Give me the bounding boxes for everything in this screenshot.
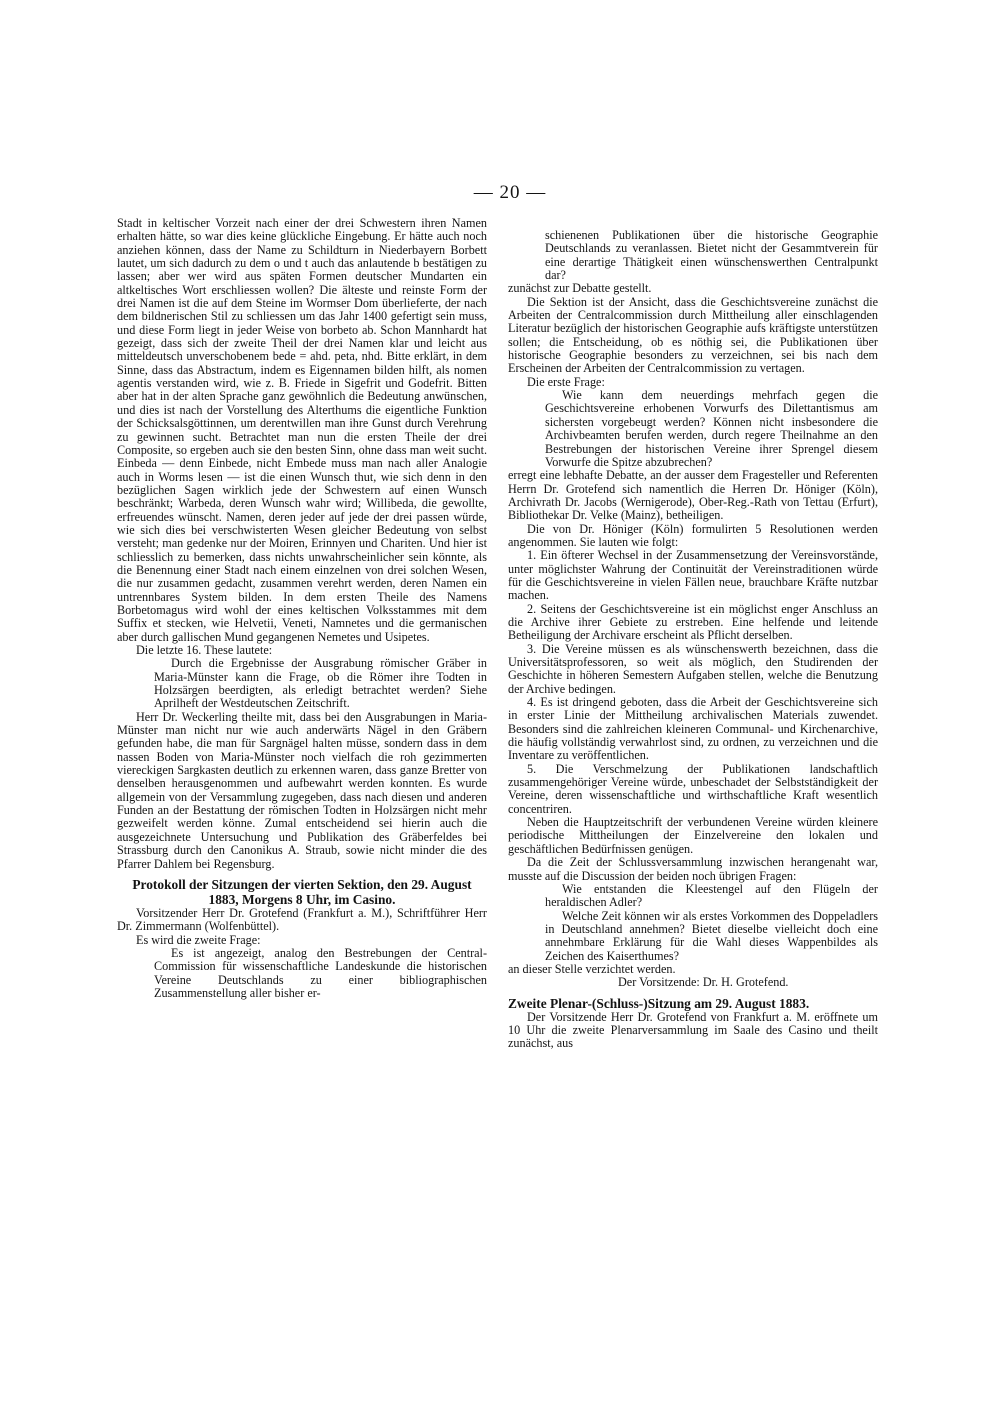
body-paragraph: Die letzte 16. These lautete: <box>136 643 273 657</box>
question-quote: Wie kann dem neuerdings mehrfach gegen die Geschichtsvereine erhobenen Vorwurfs des Dilettantismus am sichersten vorgebeugt werden? Können nicht insbesondere die Archivbeamten berufen werden, durch regere Theilnahme an den Bestrebungen der historischen Vereine ihrer Sprengel diesem Vorwurfe die Spitze abzubrechen? <box>545 388 878 469</box>
signature-line: Der Vorsitzende: Dr. H. Grotefend. <box>618 975 789 990</box>
resolution-item: 1. Ein öfterer Wechsel in der Zusammensetzung der Vereinsvorstände, unter möglichster Wahrung der Continuität der Vereinstraditionen würde für die Geschichtsvereine in vielen Fällen neue, brauchbare Kräfte nutzbar machen. <box>508 548 878 603</box>
body-paragraph: Stadt in keltischer Vorzeit nach einer der drei Schwestern ihren Namen erhalten hätte, so war dies keine glückliche Eingebung. Er hätte auch noch anziehen können, dass der Name zu Schildturn in Niederbayern Borbett lautet, um sich dadurch zu dem o und t auch das anlautende b bestätigen zu lassen; aber wer wird aus späten Formen deutscher Mundarten ein altkeltisches Wort erschliessen wollen? Die älteste und reinste Form der drei Namen ist die auf dem Steine im Wormser Dom überlieferte, der nach dem bildnerischen Stil zu schliessen um das Jahr 1400 gefertigt sein muss, und diese Form liegt in jeder Weise von borbeto ab. Schon Mannhardt hat gezeigt, dass sich der zweite Theil der drei Namen klar und leicht aus mitteldeutsch unverschobenem bede = ahd. peta, nhd. Bitte erklärt, in dem Sinne, dass das Abstractum, indem es Eigennamen bilden hilft, als nomen agentis verstanden wird, wie z. B. Friede in Sigefrit und Godefrit. Bitten aber hat in der alten Sprache ganz gewöhnlich die Bedeutung anwünschen, und dies ist nach der Vorstellung des Alterthums die eigentliche Funktion der Schicksalsgöttinnen, um derentwillen man ihre Gunst durch Verehrung zu gewinnen sucht. Betrachtet man nun die ersten Theile der drei Composite, so ergeben auch sie den besten Sinn, ohne dass man weit sucht. Einbeda — denn Einbede, nicht Embede muss man nach aller Analogie auch in Worms lesen — ist die einen Wunsch thut, wie sich denn in den bezüglichen Sagen wirklich jede der Schwestern auf einen Wunsch beschränkt; Warbeda, deren Wunsch wahr wird; Willibeda, die gewollte, erfreuendes wünscht. Namen, deren jeder auf jede der drei passen würde, wie sich dies bei verschwisterten Wesen gleicher Bedeutung von selbst versteht; man gedenke nur der Moiren, Erinnyen und Chariten. Und hier ist schliesslich zu bemerken, dass nichts unwahrscheinlicher sein könnte, als die Benennung einer Stadt nach einem einzelnen von drei solchen Wesen, die nur zusammen gedacht, zusammen verehrt werden, deren Namen ein untrennbares System bilden. In dem ersten Theile des Namens Borbetomagus wird wohl der eines keltischen Volksstammes mit dem Suffix et stecken, wie Helvetii, Veneti, Namnetes und die germanischen aber durch gallischen Mund gegangenen Nemetes und Usipetes. <box>117 216 487 644</box>
question-quote: Wie entstanden die Kleestengel auf den Flügeln der heraldischen Adler? <box>545 881 878 910</box>
body-paragraph: Neben die Hauptzeitschrift der verbundenen Vereine würden kleinere periodische Mittheilungen der Einzelvereine den lokalen und geschäftlichen Bedürfnissen genügen. <box>508 815 878 856</box>
left-column <box>117 217 487 1000</box>
body-paragraph: an dieser Stelle verzichtet werden. <box>508 961 676 976</box>
body-paragraph: Die Sektion ist der Ansicht, dass die Geschichtsvereine zunächst die Arbeiten der Centralcommission durch Mittheilung aller einschlagenden Literatur bezüglich der historischen Geographie aufs kräftigste unterstützen sollen; die Entscheidung, ob es nöthig sei, die Publikationen über historische Geographie besonders zu verzeichnen, sei bis nach dem Erscheinen der Arbeiten der Centralcommission zu vertagen. <box>508 294 878 376</box>
body-paragraph: Die erste Frage: <box>527 374 605 389</box>
question-quote-continued: schienenen Publikationen über die historische Geographie Deutschlands zu veranlassen. Bietet nicht der Gesammtverein für eine derartige Thätigkeit einen wünschenswerthen Centralpunkt dar? <box>545 228 878 283</box>
resolution-item: 3. Die Vereine müssen es als wünschenswerth bezeichnen, dass die Universitätsprofessoren, so weit als möglich, den Studirenden der Geschichte in höheren Semestern Aufgaben stellen, welche die Benutzung der Archive bedingen. <box>508 641 878 696</box>
body-paragraph: Herr Dr. Weckerling theilte mit, dass bei den Ausgrabungen in Maria-Münster man nicht nur wie auch anderwärts Nägel in den Gräbern gefunden habe, die man für Sargnägel halten müsse, sondern dass in dem nassen Boden von Maria-Münster noch vielfach die roh gezimmerten viereckigen Sargkasten deutlich zu erkennen waren, dass ganze Bretter von denselben herausgenommen und aufbewahrt werden konnten. Es wurde allgemein von der Versammlung zugegeben, dass nach diesen und anderen Funden an der Bestattung der römischen Todten in Holzsärgen nicht mehr gezweifelt werden könne. Zumal entscheidend sei hierin auch die ausgezeichnete Untersuchung und Publikation des Gräberfeldes bei Strassburg durch den Canonikus A. Straub, sowie nicht minder die des Pfarrer Dahlem bei Regensburg. <box>117 709 487 871</box>
body-paragraph: Es wird die zweite Frage: <box>136 932 261 947</box>
section-heading: Protokoll der Sitzungen der vierten Sektion, den 29. August 1883, Morgens 8 Uhr, im Casino. <box>132 876 472 907</box>
resolution-item: 2. Seitens der Geschichtsvereine ist ein möglichst enger Anschluss an die Archive ihrer Gebiete zu erstreben. Eine helfende und leitende Betheiligung der Archivare erscheint als Pflicht derselben. <box>508 601 878 643</box>
thesis-quote: Durch die Ergebnisse der Ausgrabung römischer Gräber in Maria-Münster kann die Frage, ob die Römer ihre Todten in Holzsärgen beerdigten, als erledigt betrachtet werden? Siehe Aprilheft der Westdeutschen Zeitschrift. <box>154 656 487 711</box>
section-heading: Zweite Plenar-(Schluss-)Sitzung am 29. August 1883. <box>508 995 810 1011</box>
question-quote: Welche Zeit können wir als erstes Vorkommen des Doppeladlers in Deutschland annehmen? Bietet dieselbe vielleicht doch eine annehmbare Erklärung für die Wahl dieses Wappenbildes als Zeichen des Kaiserthumes? <box>545 908 878 963</box>
page-number: — 20 — <box>473 182 547 203</box>
body-paragraph: Die von Dr. Höniger (Köln) formulirten 5 Resolutionen werden angenommen. Sie lauten wie folgt: <box>508 521 878 549</box>
body-paragraph: Der Vorsitzende Herr Dr. Grotefend von Frankfurt a. M. eröffnete um 10 Uhr die zweite Plenarversammlung im Saale des Casino und theilt zunächst, aus <box>508 1009 878 1051</box>
right-column <box>508 229 878 1051</box>
resolution-item: 5. Die Verschmelzung der Publikationen landschaftlich zusammengehöriger Vereine würde, unbeschadet der Selbstständigkeit der Vereine, deren wissenschaftliche und wirthschaftliche Kraft wesentlich concentriren. <box>508 761 878 816</box>
body-paragraph: zunächst zur Debatte gestellt. <box>508 281 652 296</box>
body-paragraph: erregt eine lebhafte Debatte, an der ausser dem Fragesteller und Referenten Herrn Dr. Grotefend sich namentlich die Herren Dr. Höniger (Köln), Archivrath Dr. Jacobs (Wernigerode), Ober-Reg.-Rath von Tettau (Erfurt), Bibliothekar Dr. Velke (Mainz), betheiligen. <box>508 468 878 523</box>
resolution-item: 4. Es ist dringend geboten, dass die Arbeit der Geschichtsvereine sich in erster Linie der Mittheilung archivalischen Materials zuwendet. Besonders sind die zahlreichen kleineren Communal- und Kirchenarchive, die häufig vollständig verwahrlost sind, zu ordnen, zu verzeichnen und die Inventare zu veröffentlichen. <box>508 695 878 763</box>
chair-line: Vorsitzender Herr Dr. Grotefend (Frankfurt a. M.), Schriftführer Herr Dr. Zimmermann (Wolfenbüttel). <box>117 905 487 934</box>
body-paragraph: Da die Zeit der Schlussversammlung inzwischen herangenaht war, musste auf die Discussion der beiden noch übrigen Fragen: <box>508 855 878 883</box>
question-quote: Es ist angezeigt, analog den Bestrebungen der Central-Commission für wissenschaftliche Landeskunde die historischen Vereine Deutschlands zu einer bibliographischen Zusammenstellung aller bisher er- <box>154 945 487 1000</box>
